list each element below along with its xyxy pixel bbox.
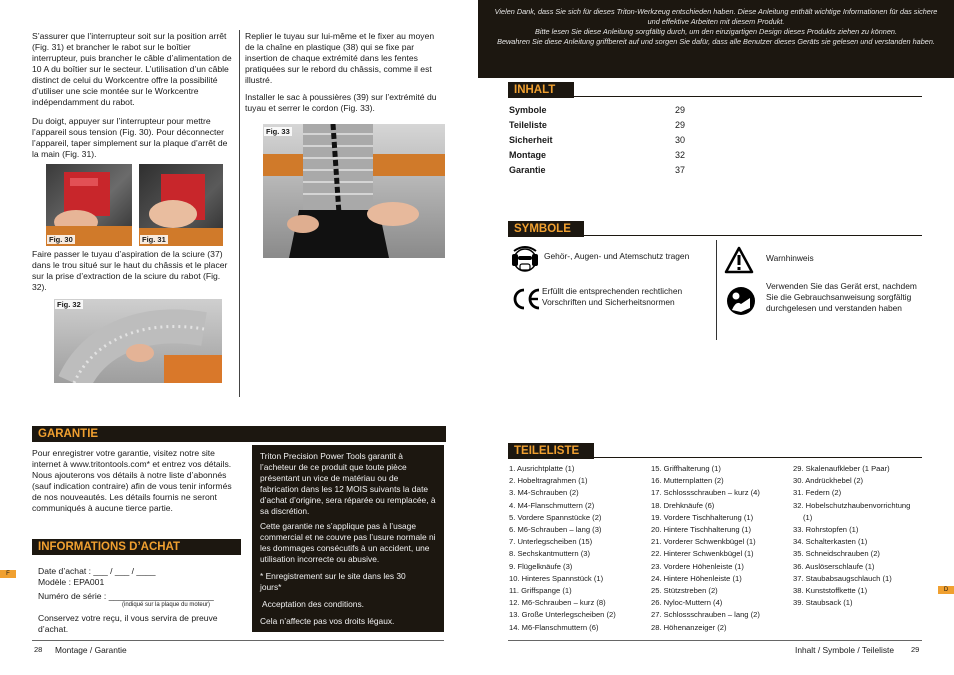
parts-item: 15. Griffhalterung (1) (651, 464, 721, 473)
parts-item: 32. Hobelschutzhaubenvorrichtung (793, 500, 911, 510)
figure-31-label: Fig. 31 (142, 235, 166, 244)
language-tab-f: F (0, 570, 16, 578)
inhalt-heading: INHALT (508, 82, 574, 98)
stop-plate-illustration (139, 164, 223, 246)
warranty-terms-p4: Acceptation des conditions. (262, 599, 364, 609)
switch-press-illustration (46, 164, 132, 246)
instruction-paragraph-4: Replier le tuyau sur lui-même et le fixer au moyen de la chaîne en plastique (38) qui se fixe par insertion de chaque extrémité dans les fentes pratiquées sur le rebord du châssis, comme il est illustré. (245, 31, 435, 85)
parts-item: 5. Vordere Spannstücke (2) (509, 512, 602, 522)
parts-item: 4. M4-Flanschmuttern (2) (509, 500, 595, 510)
parts-list-col-2 (651, 463, 760, 634)
achat-conserve: Conservez votre reçu, il vous servira de preuve d’achat. (38, 613, 218, 634)
figure-30-switch-on (46, 164, 132, 246)
intro-banner (478, 0, 954, 78)
parts-item: 18. Drehknäufe (6) (651, 500, 715, 510)
parts-item: 27. Schlossschrauben – lang (2) (651, 610, 760, 620)
parts-item: 34. Schalterkasten (1) (793, 537, 868, 547)
language-tab-d: D (938, 586, 954, 594)
teileliste-heading-bar (508, 441, 922, 458)
page-number-right: 29 (911, 645, 920, 654)
column-divider (239, 30, 240, 397)
intro-banner-line-3: Bewahren Sie diese Anleitung griffbereit auf und sorgen Sie dafür, dass alle Benutzer dieses Geräts sie gelesen und verstanden haben. (497, 37, 935, 46)
footer-rule-right (508, 640, 922, 641)
garantie-text: Pour enregistrer votre garantie, visitez notre site internet à www.tritontools.com* et entrez vos détails. Nous ajouterons vos détails à notre liste d’abonnés (sauf indication contraire) afin de vous tenir informés de nos nouveautés. Les détails fournis ne seront communiqués à aucune tierce partie. (32, 448, 232, 513)
ear-eye-protection-text: Gehör-, Augen- und Atemschutz tragen (544, 251, 690, 261)
ear-eye-protection-icon (511, 245, 539, 275)
parts-item: 16. Mutternplatten (2) (651, 476, 724, 486)
parts-item: 3. M4-Schrauben (2) (509, 488, 579, 498)
ce-mark-text: Erfüllt die entsprechenden rechtlichen Vorschriften und Sicherheitsnormen (542, 286, 683, 307)
parts-item: 21. Vorderer Schwenkbügel (1) (651, 537, 756, 547)
parts-item: 14. M6-Flanschmuttern (6) (509, 622, 599, 632)
hose-illustration (54, 299, 222, 383)
warranty-terms-p1: Triton Precision Power Tools garantit à l’acheteur de ce produit que toute pièce présentant un vice de matériau ou de fabrication dans les 12 MOIS suivants la date d’achat d’origine, sera réparée ou remplacée, à sa discrétion. (260, 451, 436, 516)
parts-item: 33. Rohrstopfen (1) (793, 525, 859, 535)
parts-item: 11. Griffspange (1) (509, 586, 572, 596)
parts-item: 1. Ausrichtplatte (1) (509, 464, 575, 473)
intro-banner-line-1: Vielen Dank, dass Sie sich für dieses Triton-Werkzeug entschieden haben. Diese Anleitung enthält wichtige Informationen für das sichere und effektive Arbeiten mit diesem Produkt. (494, 7, 938, 26)
parts-item: 25. Stützstreben (2) (651, 586, 718, 596)
warranty-terms-p5: Cela n’affecte pas vos droits légaux. (260, 616, 395, 626)
parts-item: 31. Federn (2) (793, 488, 842, 498)
symbol-divider (716, 240, 717, 340)
parts-item: 17. Schlossschrauben – kurz (4) (651, 488, 760, 498)
parts-item: 39. Staubsack (1) (793, 598, 853, 608)
parts-item: 20. Hintere Tischhalterung (1) (651, 525, 752, 535)
instruction-paragraph-5: Installer le sac à poussières (39) sur l’extrémité du tuyau et serrer le cordon (Fig. 33). (245, 92, 437, 113)
ce-mark-icon (511, 288, 541, 310)
parts-item: 7. Unterlegscheiben (15) (509, 537, 593, 547)
symbole-heading: SYMBOLE (508, 221, 584, 237)
symbole-heading-bar (508, 219, 922, 236)
warranty-terms-box (252, 445, 444, 632)
figure-31-switch-off (139, 164, 223, 246)
parts-item: 12. M6-Schrauben – kurz (8) (509, 598, 606, 608)
read-manual-icon (726, 286, 756, 316)
parts-item: 2. Hobeltragrahmen (1) (509, 476, 588, 486)
achat-heading: INFORMATIONS D’ACHAT (32, 539, 241, 555)
intro-banner-line-2: Bitte lesen Sie diese Anleitung sorgfältig durch, um den einzigartigen Design dieses Produkts ziehen zu können. (535, 27, 897, 36)
warranty-terms-p3: * Enregistrement sur le site dans les 30 jours* (260, 571, 406, 592)
teileliste-heading: TEILELISTE (508, 443, 594, 459)
achat-serie-note: (indiqué sur la plaque du moteur) (122, 602, 211, 608)
instruction-paragraph-1: S’assurer que l’interrupteur soit sur la position arrêt (Fig. 31) et brancher le rabot sur le boîtier interrupteur, puis brancher le câble d’alimentation de 10 A du boîtier sur le secteur. L’utilisation d’un câble distinct de celui du Workcentre offre la possibilité d’utiliser une scie montée sur le Workcentre indépendamment du rabot. (32, 31, 232, 107)
read-manual-text: Verwenden Sie das Gerät erst, nachdem Sie die Gebrauchsanweisung sorgfältig durchgelesen und verstanden haben (766, 281, 917, 313)
parts-item: 19. Vordere Tischhalterung (1) (651, 512, 754, 522)
footer-right: Inhalt / Symbole / Teileliste (795, 645, 894, 655)
parts-item: 30. Andrückhebel (2) (793, 476, 864, 486)
parts-item: 26. Nyloc-Muttern (4) (651, 598, 723, 608)
toc-row-montage[interactable]: Montage 32 (509, 150, 686, 160)
parts-item: 9. Flügelknäufe (3) (509, 561, 573, 571)
footer-rule-left (32, 640, 444, 641)
inhalt-list (509, 103, 685, 178)
parts-item: 10. Hinteres Spannstück (1) (509, 573, 604, 583)
inhalt-heading-bar (508, 80, 922, 97)
parts-item: 24. Hintere Höhenleiste (1) (651, 573, 742, 583)
figure-32-label: Fig. 32 (57, 300, 81, 309)
parts-item: 22. Hinterer Schwenkbügel (1) (651, 549, 754, 559)
parts-item: 29. Skalenaufkleber (1 Paar) (793, 464, 890, 473)
toc-row-sicherheit[interactable]: Sicherheit 30 (509, 135, 686, 145)
page-number-left: 28 (34, 645, 43, 654)
instruction-paragraph-2: Du doigt, appuyer sur l’interrupteur pour mettre l’appareil sous tension (Fig. 30). Pour déconnecter l’appareil, taper simplement sur la plaque d’arrêt de la main (Fig. 31). (32, 116, 228, 159)
parts-item: 13. Große Unterlegscheiben (2) (509, 610, 616, 620)
garantie-heading: GARANTIE (32, 426, 446, 442)
parts-item: (1) (803, 512, 813, 522)
toc-row-teileliste[interactable]: Teileliste 29 (509, 120, 686, 130)
parts-item: 38. Kunststoffkette (1) (793, 586, 868, 596)
figure-33-label: Fig. 33 (266, 127, 290, 136)
parts-item: 23. Vordere Höhenleiste (1) (651, 561, 744, 571)
achat-date: Date d’achat : ___ / ___ / ____ (38, 566, 156, 576)
warning-triangle-icon (724, 246, 754, 274)
toc-row-garantie[interactable]: Garantie 37 (509, 165, 686, 175)
parts-list-col-1 (509, 463, 616, 634)
parts-item: 8. Sechskantmuttern (3) (509, 549, 591, 559)
warning-text: Warnhinweis (766, 253, 814, 263)
parts-item: 37. Staubabsaugschlauch (1) (793, 573, 892, 583)
parts-item: 28. Höhenanzeiger (2) (651, 622, 727, 632)
toc-row-symbole[interactable]: Symbole 29 (509, 105, 686, 115)
parts-item: 35. Schneidschrauben (2) (793, 549, 880, 559)
instruction-paragraph-3: Faire passer le tuyau d’aspiration de la sciure (37) dans le trou situé sur le haut du châssis et le placer sur la prise d’extraction de la sciure du rabot (Fig. 32). (32, 249, 228, 292)
parts-list-col-3 (793, 463, 910, 609)
figure-32-hose (54, 299, 222, 383)
achat-modele: Modèle : EPA001 (38, 577, 105, 587)
dust-bag-illustration (263, 124, 445, 258)
parts-item: 6. M6-Schrauben – lang (3) (509, 525, 602, 535)
figure-33-dust-bag (263, 124, 445, 258)
figure-30-label: Fig. 30 (49, 235, 73, 244)
footer-left: Montage / Garantie (55, 645, 127, 655)
warranty-terms-p2: Cette garantie ne s’applique pas à l’usage commercial et ne couvre pas l’usure normale ni les dommages consécutifs à un accident, une utilisation incorrecte ou abusive. (260, 521, 436, 564)
parts-item: 36. Auslöserschlaufe (1) (793, 561, 875, 571)
achat-serie: Numéro de série : ______________________ (38, 591, 214, 601)
